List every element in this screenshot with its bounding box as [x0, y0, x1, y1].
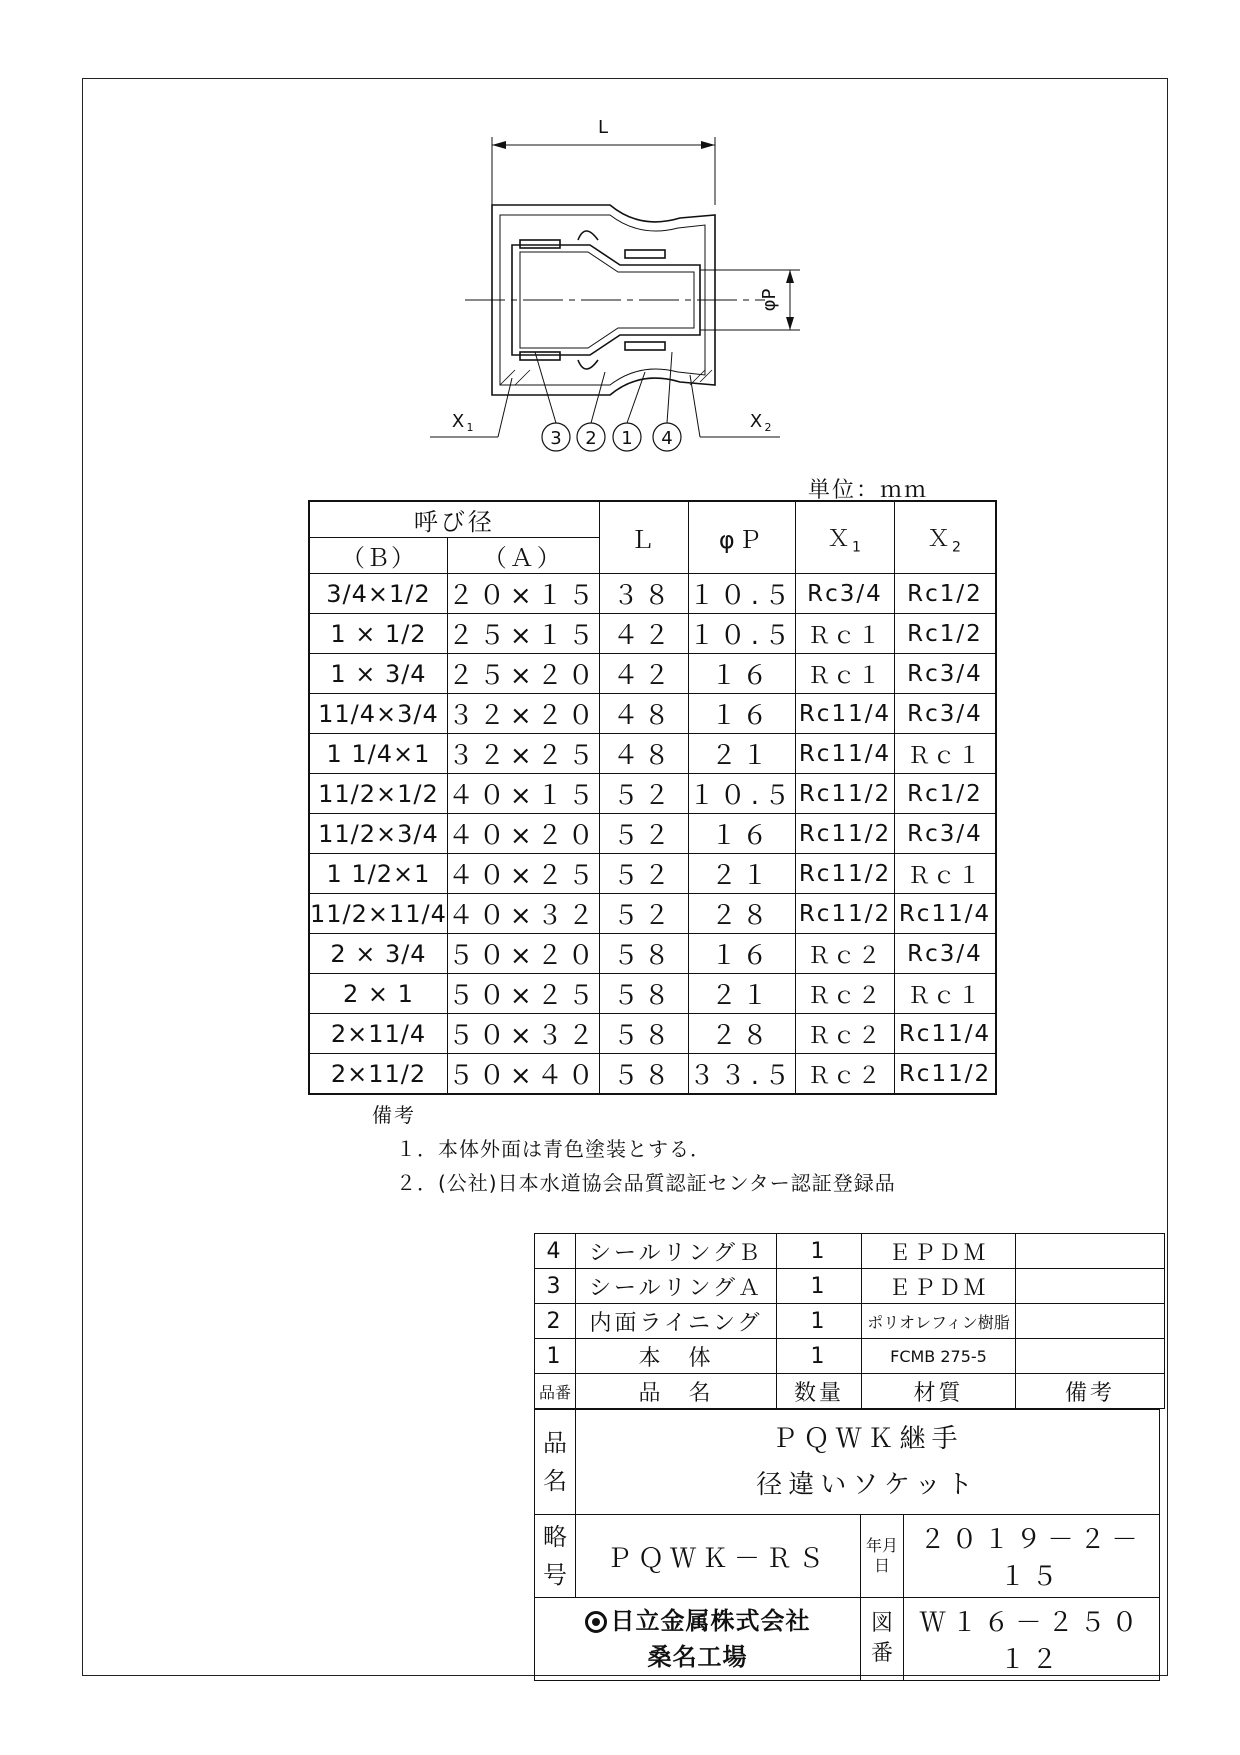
cell-x1: Rc11/2: [795, 774, 894, 814]
cell-x2: Rc11/2: [894, 1054, 996, 1095]
cell-x1: Rc11/2: [795, 854, 894, 894]
cell-p: １６: [688, 694, 795, 734]
part-name: シールリングＡ: [576, 1269, 777, 1304]
part-remark: [1016, 1234, 1165, 1269]
cell-p: １６: [688, 814, 795, 854]
part-material: FCMB 275-5: [862, 1339, 1016, 1374]
company-name: 日立金属株式会社: [610, 1607, 811, 1635]
cell-x2: Ｒｃ１: [894, 974, 996, 1014]
cell-b: 11/2×3/4: [309, 814, 447, 854]
cell-a: ５０×２０: [447, 934, 599, 974]
cell-b: 11/2×11/4: [309, 894, 447, 934]
cell-a: ３２×２５: [447, 734, 599, 774]
cell-x2: Rc1/2: [894, 774, 996, 814]
table-row: [309, 854, 996, 894]
table-row: [309, 934, 996, 974]
cell-x2: Rc3/4: [894, 654, 996, 694]
cell-x2: Rc3/4: [894, 934, 996, 974]
table-row: [309, 774, 996, 814]
cell-p: １０.５: [688, 614, 795, 654]
cell-l: ４２: [599, 654, 688, 694]
balloon-1: 1: [621, 428, 633, 449]
remarks: [372, 1098, 896, 1200]
cell-b: 1 1/2×1: [309, 854, 447, 894]
cell-l: ４８: [599, 734, 688, 774]
unit-label: 単位：ｍｍ: [808, 478, 929, 503]
cell-a: ４０×３２: [447, 894, 599, 934]
cell-b: 11/4×3/4: [309, 694, 447, 734]
cell-x2: Ｒｃ１: [894, 734, 996, 774]
dim-diameter-label: φP: [759, 288, 780, 312]
port-left-label: X: [451, 411, 465, 432]
parts-header-no: 品番: [535, 1374, 576, 1409]
cell-p: ２１: [688, 854, 795, 894]
table-row: [309, 814, 996, 854]
table-row: [309, 894, 996, 934]
header-l: Ｌ: [599, 501, 688, 574]
cell-x2: Rc1/2: [894, 614, 996, 654]
part-remark: [1016, 1339, 1165, 1374]
part-name: 内面ライニング: [576, 1304, 777, 1339]
part-no: 4: [535, 1234, 576, 1269]
cell-a: ４０×１５: [447, 774, 599, 814]
cell-l: ５２: [599, 894, 688, 934]
drawing-no-label: 図番: [861, 1598, 904, 1681]
cell-x1: Ｒｃ２: [795, 1054, 894, 1095]
table-row: [309, 1054, 996, 1095]
cell-b: 3/4×1/2: [309, 574, 447, 614]
table-row: [309, 654, 996, 694]
cell-b: 11/2×1/2: [309, 774, 447, 814]
cell-x1: Rc11/2: [795, 814, 894, 854]
cell-b: 2×11/2: [309, 1054, 447, 1095]
cell-p: １０.５: [688, 774, 795, 814]
cell-b: 1 1/4×1: [309, 734, 447, 774]
cell-l: ５２: [599, 854, 688, 894]
cell-x2: Rc1/2: [894, 574, 996, 614]
parts-header-remark: 備考: [1016, 1374, 1165, 1409]
part-no: 3: [535, 1269, 576, 1304]
cell-a: ２０×１５: [447, 574, 599, 614]
product-line-1: ＰＱＷＫ継手: [771, 1424, 964, 1454]
cell-x2: Rc11/4: [894, 1014, 996, 1054]
cell-b: 1 × 3/4: [309, 654, 447, 694]
cell-a: ５０×４０: [447, 1054, 599, 1095]
cell-p: ２１: [688, 974, 795, 1014]
cell-p: １０.５: [688, 574, 795, 614]
parts-header-qty: 数量: [777, 1374, 862, 1409]
cell-l: ５８: [599, 1014, 688, 1054]
part-material: ＥＰＤＭ: [862, 1269, 1016, 1304]
cell-x2: Rc3/4: [894, 694, 996, 734]
code-label: 略号: [535, 1515, 576, 1598]
cell-p: １６: [688, 934, 795, 974]
cell-b: 1 × 1/2: [309, 614, 447, 654]
part-qty: 1: [777, 1269, 862, 1304]
parts-row: [535, 1234, 1165, 1269]
cell-x1: Ｒｃ１: [795, 614, 894, 654]
company-logo-icon: [585, 1611, 607, 1633]
remarks-title: 備考: [372, 1103, 416, 1127]
parts-row: [535, 1339, 1165, 1374]
part-name: シールリングＢ: [576, 1234, 777, 1269]
table-row: [309, 734, 996, 774]
drawing-number: Ｗ１６－２５０１２: [904, 1598, 1160, 1681]
product-name: [576, 1410, 1160, 1515]
table-row: [309, 694, 996, 734]
cell-x1: Rc3/4: [795, 574, 894, 614]
table-row: [309, 574, 996, 614]
cell-a: ５０×２５: [447, 974, 599, 1014]
part-qty: 1: [777, 1234, 862, 1269]
title-block: [534, 1409, 1160, 1681]
header-p: φＰ: [688, 501, 795, 574]
part-name: 本 体: [576, 1339, 777, 1374]
parts-row: [535, 1304, 1165, 1339]
date-label: 年月日: [861, 1515, 904, 1598]
cell-a: ３２×２０: [447, 694, 599, 734]
cell-x2: Ｒｃ１: [894, 854, 996, 894]
cell-a: ４０×２０: [447, 814, 599, 854]
product-code: ＰＱＷＫ－ＲＳ: [576, 1515, 861, 1598]
part-qty: 1: [777, 1304, 862, 1339]
parts-list: [534, 1233, 1165, 1409]
socket-cross-section-drawing: [0, 0, 1240, 480]
product-label: 品名: [535, 1410, 576, 1515]
part-material: ポリオレフィン樹脂: [862, 1304, 1016, 1339]
cell-a: ４０×２５: [447, 854, 599, 894]
balloon-3: 3: [550, 428, 562, 449]
part-remark: [1016, 1304, 1165, 1339]
cell-p: ２１: [688, 734, 795, 774]
part-no: 2: [535, 1304, 576, 1339]
table-row: [309, 1014, 996, 1054]
header-x1: Ｘ$_1$: [795, 501, 894, 574]
cell-l: ５２: [599, 774, 688, 814]
cell-x1: Ｒｃ２: [795, 934, 894, 974]
cell-x1: Ｒｃ２: [795, 1014, 894, 1054]
parts-header-name: 品 名: [576, 1374, 777, 1409]
cell-a: ２５×２０: [447, 654, 599, 694]
cell-b: 2 × 1: [309, 974, 447, 1014]
header-a: （Ａ）: [447, 538, 599, 574]
cell-x2: Rc3/4: [894, 814, 996, 854]
cell-l: ４２: [599, 614, 688, 654]
header-b: （Ｂ）: [309, 538, 447, 574]
header-x2: Ｘ$_2$: [894, 501, 996, 574]
cell-l: ５８: [599, 1054, 688, 1095]
cell-l: ３８: [599, 574, 688, 614]
cell-x1: Rc11/4: [795, 734, 894, 774]
cell-x1: Rc11/2: [795, 894, 894, 934]
dim-length-label: L: [597, 117, 609, 138]
cell-l: ４８: [599, 694, 688, 734]
parts-row: [535, 1269, 1165, 1304]
part-qty: 1: [777, 1339, 862, 1374]
cell-l: ５８: [599, 934, 688, 974]
company-block: [535, 1598, 861, 1681]
cell-p: １６: [688, 654, 795, 694]
product-line-2: 径違いソケット: [756, 1470, 979, 1500]
cell-x1: Rc11/4: [795, 694, 894, 734]
table-row: [309, 974, 996, 1014]
remark-2: ２．(公社)日本水道協会品質認証センター認証登録品: [396, 1171, 896, 1195]
part-material: ＥＰＤＭ: [862, 1234, 1016, 1269]
balloon-4: 4: [661, 428, 673, 449]
cell-a: ５０×３２: [447, 1014, 599, 1054]
header-nominal: 呼び径: [309, 501, 599, 538]
balloon-2: 2: [585, 428, 597, 449]
factory-name: 桑名工場: [647, 1643, 748, 1671]
port-right-label: X: [749, 411, 763, 432]
cell-l: ５２: [599, 814, 688, 854]
cell-p: ２８: [688, 894, 795, 934]
port-left-sub: 1: [466, 421, 474, 434]
cell-b: 2 × 3/4: [309, 934, 447, 974]
table-row: [309, 614, 996, 654]
cell-p: ３３.５: [688, 1054, 795, 1095]
cell-p: ２８: [688, 1014, 795, 1054]
cell-x1: Ｒｃ２: [795, 974, 894, 1014]
remark-1: １．本体外面は青色塗装とする．: [396, 1137, 711, 1161]
drawing-date: ２０１９－２－１５: [904, 1515, 1160, 1598]
cell-x2: Rc11/4: [894, 894, 996, 934]
dimension-table: [308, 500, 997, 1095]
cell-a: ２５×１５: [447, 614, 599, 654]
port-right-sub: 2: [764, 421, 772, 434]
cell-l: ５８: [599, 974, 688, 1014]
part-no: 1: [535, 1339, 576, 1374]
parts-header-material: 材質: [862, 1374, 1016, 1409]
cell-b: 2×11/4: [309, 1014, 447, 1054]
cell-x1: Ｒｃ１: [795, 654, 894, 694]
part-remark: [1016, 1269, 1165, 1304]
